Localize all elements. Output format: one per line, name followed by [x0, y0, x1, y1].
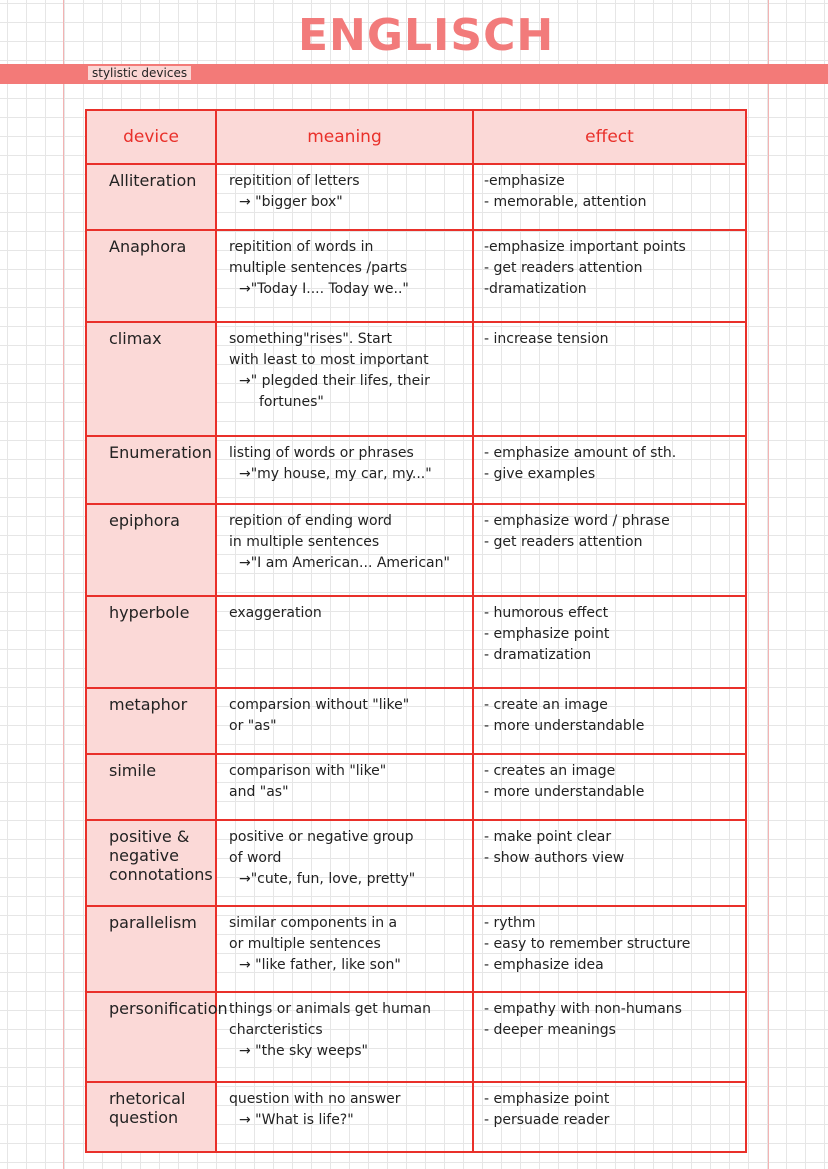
meaning-line: with least to most important — [229, 352, 429, 368]
effect-cell — [473, 164, 746, 230]
effect-line: -dramatization — [484, 281, 587, 297]
meaning-line: fortunes" — [259, 394, 324, 410]
meaning-cell — [216, 436, 473, 504]
effect-line: - memorable, attention — [484, 194, 647, 210]
column-header-effect: effect — [473, 110, 746, 164]
meaning-line: charcteristics — [229, 1022, 323, 1038]
effect-line: - creates an image — [484, 763, 616, 779]
effect-line: -emphasize important points — [484, 239, 686, 255]
meaning-cell — [216, 230, 473, 322]
effect-cell — [473, 596, 746, 688]
margin-line-right — [768, 0, 769, 1169]
table-row — [86, 1082, 746, 1152]
effect-line: -emphasize — [484, 173, 565, 189]
effect-cell — [473, 992, 746, 1082]
effect-line: - persuade reader — [484, 1112, 610, 1128]
table-row — [86, 436, 746, 504]
effect-line: - humorous effect — [484, 605, 609, 621]
meaning-line: or multiple sentences — [229, 936, 381, 952]
meaning-line: repitition of letters — [229, 173, 360, 189]
effect-line: - get readers attention — [484, 260, 643, 276]
table-row — [86, 906, 746, 992]
stylistic-devices-table — [85, 109, 747, 1153]
table-row — [86, 754, 746, 820]
effect-line: - give examples — [484, 466, 596, 482]
effect-cell — [473, 322, 746, 436]
effect-line: - empathy with non-humans — [484, 1001, 682, 1017]
meaning-line: listing of words or phrases — [229, 445, 414, 461]
table-header-row — [86, 110, 746, 164]
meaning-cell — [216, 1082, 473, 1152]
section-label: stylistic devices — [88, 66, 191, 80]
effect-line: - emphasize idea — [484, 957, 604, 973]
table-row — [86, 322, 746, 436]
effect-line: - deeper meanings — [484, 1022, 616, 1038]
effect-line: - create an image — [484, 697, 608, 713]
meaning-cell — [216, 906, 473, 992]
effect-line: - show authors view — [484, 850, 625, 866]
meaning-line: →"my house, my car, my..." — [239, 466, 432, 482]
effect-line: - more understandable — [484, 784, 645, 800]
meaning-cell — [216, 688, 473, 754]
table-row — [86, 596, 746, 688]
page-title — [298, 10, 555, 61]
table-row — [86, 820, 746, 906]
meaning-line: in multiple sentences — [229, 534, 380, 550]
meaning-cell — [216, 754, 473, 820]
table-row — [86, 992, 746, 1082]
device-cell: positive & negative connotations — [86, 820, 216, 906]
effect-line: - make point clear — [484, 829, 612, 845]
effect-cell — [473, 504, 746, 596]
meaning-line: →" plegded their lifes, their — [239, 373, 430, 389]
meaning-cell — [216, 322, 473, 436]
effect-cell — [473, 688, 746, 754]
meaning-line: or "as" — [229, 718, 277, 734]
device-cell: rhetorical question — [86, 1082, 216, 1152]
effect-line: - emphasize amount of sth. — [484, 445, 677, 461]
meaning-line: →"I am American... American" — [239, 555, 450, 571]
meaning-cell — [216, 504, 473, 596]
meaning-cell — [216, 992, 473, 1082]
meaning-line: →"cute, fun, love, pretty" — [239, 871, 416, 887]
effect-line: - more understandable — [484, 718, 645, 734]
meaning-line: → "bigger box" — [239, 194, 343, 210]
table-row — [86, 164, 746, 230]
meaning-line: and "as" — [229, 784, 289, 800]
meaning-line: → "like father, like son" — [239, 957, 401, 973]
effect-line: - rythm — [484, 915, 536, 931]
margin-line-left — [63, 0, 64, 1169]
effect-cell — [473, 754, 746, 820]
device-cell: parallelism — [86, 906, 216, 992]
meaning-line: comparison with "like" — [229, 763, 387, 779]
device-cell: metaphor — [86, 688, 216, 754]
device-cell: climax — [86, 322, 216, 436]
device-cell: Anaphora — [86, 230, 216, 322]
effect-line: - easy to remember structure — [484, 936, 691, 952]
device-cell: simile — [86, 754, 216, 820]
effect-line: - dramatization — [484, 647, 592, 663]
device-cell: hyperbole — [86, 596, 216, 688]
meaning-line: comparsion without "like" — [229, 697, 410, 713]
table-row — [86, 688, 746, 754]
device-cell: Enumeration — [86, 436, 216, 504]
meaning-line: exaggeration — [229, 605, 322, 621]
effect-line: - emphasize word / phrase — [484, 513, 670, 529]
meaning-cell — [216, 164, 473, 230]
meaning-line: → "the sky weeps" — [239, 1043, 368, 1059]
effect-line: - increase tension — [484, 331, 609, 347]
meaning-line: → "What is life?" — [239, 1112, 354, 1128]
meaning-cell — [216, 596, 473, 688]
effect-cell — [473, 820, 746, 906]
effect-cell — [473, 1082, 746, 1152]
column-header-meaning: meaning — [216, 110, 473, 164]
meaning-line: repitition of words in — [229, 239, 374, 255]
title-text: ENGLISCH — [298, 10, 555, 61]
meaning-line: multiple sentences /parts — [229, 260, 408, 276]
device-cell: personification — [86, 992, 216, 1082]
meaning-line: repition of ending word — [229, 513, 392, 529]
meaning-line: positive or negative group — [229, 829, 414, 845]
effect-line: - emphasize point — [484, 1091, 610, 1107]
device-cell: Alliteration — [86, 164, 216, 230]
table-row — [86, 230, 746, 322]
device-cell: epiphora — [86, 504, 216, 596]
meaning-line: question with no answer — [229, 1091, 401, 1107]
meaning-line: →"Today I.... Today we.." — [239, 281, 409, 297]
meaning-line: something"rises". Start — [229, 331, 392, 347]
meaning-cell — [216, 820, 473, 906]
effect-line: - emphasize point — [484, 626, 610, 642]
effect-cell — [473, 906, 746, 992]
table-row — [86, 504, 746, 596]
column-header-device: device — [86, 110, 216, 164]
effect-line: - get readers attention — [484, 534, 643, 550]
effect-cell — [473, 230, 746, 322]
meaning-line: similar components in a — [229, 915, 398, 931]
effect-cell — [473, 436, 746, 504]
meaning-line: things or animals get human — [229, 1001, 431, 1017]
meaning-line: of word — [229, 850, 282, 866]
